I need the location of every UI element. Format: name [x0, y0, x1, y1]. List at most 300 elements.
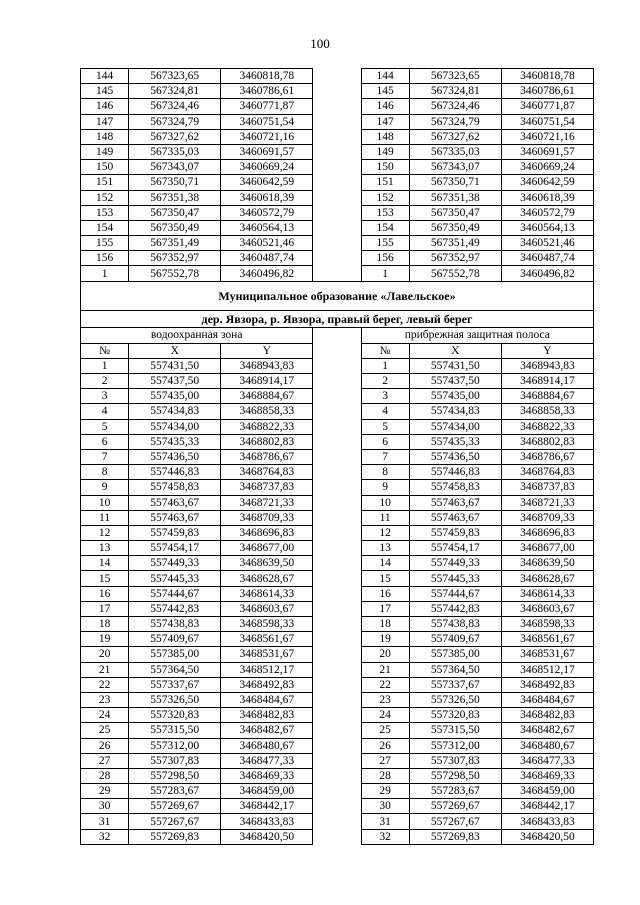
table-row: [81, 556, 594, 571]
table-row: [81, 768, 594, 783]
right-cell-number: 15: [361, 571, 409, 586]
table-gap: [313, 510, 361, 525]
left-cell-y: 3468477,33: [221, 753, 313, 768]
table-row: [81, 723, 594, 738]
left-cell-x: 557307,83: [129, 753, 221, 768]
left-cell-y: 3468459,00: [221, 784, 313, 799]
table-row: [81, 236, 594, 251]
left-cell-number: 12: [81, 525, 129, 540]
left-cell-number: 1: [81, 266, 129, 281]
table-gap: [313, 525, 361, 540]
table-gap: [313, 556, 361, 571]
right-cell-x: 557459,83: [409, 525, 501, 540]
right-cell-x: 557458,83: [409, 480, 501, 495]
left-cell-x: 557434,83: [129, 404, 221, 419]
right-cell-y: 3460496,82: [501, 266, 593, 281]
right-cell-number: 7: [361, 449, 409, 464]
left-cell-number: 27: [81, 753, 129, 768]
right-cell-number: 10: [361, 495, 409, 510]
left-cell-x: 567335,03: [129, 144, 221, 159]
right-cell-number: 19: [361, 632, 409, 647]
table-gap: [313, 586, 361, 601]
left-cell-x: 557436,50: [129, 449, 221, 464]
left-cell-x: 567350,49: [129, 220, 221, 235]
right-cell-number: 24: [361, 708, 409, 723]
left-cell-number: 21: [81, 662, 129, 677]
table-row: [81, 799, 594, 814]
right-cell-y: 3468802,83: [501, 434, 593, 449]
left-cell-y: 3468737,83: [221, 480, 313, 495]
left-cell-y: 3468884,67: [221, 389, 313, 404]
right-cell-x: 557320,83: [409, 708, 501, 723]
left-cell-number: 147: [81, 114, 129, 129]
right-cell-x: 557364,50: [409, 662, 501, 677]
right-cell-y: 3468482,83: [501, 708, 593, 723]
left-cell-number: 156: [81, 251, 129, 266]
table-row: [81, 251, 594, 266]
table-gap: [313, 799, 361, 814]
table-row: [81, 495, 594, 510]
table-row: [81, 662, 594, 677]
left-cell-x: 557315,50: [129, 723, 221, 738]
right-cell-y: 3460786,61: [501, 84, 593, 99]
table-row: [81, 617, 594, 632]
right-cell-number: 152: [361, 190, 409, 205]
table-gap: [313, 114, 361, 129]
right-cell-x: 557434,83: [409, 404, 501, 419]
right-cell-y: 3460642,59: [501, 175, 593, 190]
left-cell-number: 28: [81, 768, 129, 783]
right-cell-number: 21: [361, 662, 409, 677]
left-cell-x: 557326,50: [129, 692, 221, 707]
right-cell-x: 557449,33: [409, 556, 501, 571]
right-cell-y: 3468512,17: [501, 662, 593, 677]
right-cell-number: 20: [361, 647, 409, 662]
table-row: [81, 358, 594, 373]
left-cell-number: 155: [81, 236, 129, 251]
right-cell-y: 3468614,33: [501, 586, 593, 601]
table-row: [81, 586, 594, 601]
right-cell-number: 28: [361, 768, 409, 783]
left-cell-y: 3468598,33: [221, 617, 313, 632]
right-cell-x: 557269,67: [409, 799, 501, 814]
table-row: [81, 69, 594, 84]
right-cell-x: 557409,67: [409, 632, 501, 647]
right-cell-y: 3468764,83: [501, 465, 593, 480]
table-row: [81, 677, 594, 692]
right-cell-x: 567350,47: [409, 205, 501, 220]
left-cell-x: 557385,00: [129, 647, 221, 662]
left-cell-x: 567343,07: [129, 160, 221, 175]
left-cell-number: 15: [81, 571, 129, 586]
table-gap: [313, 632, 361, 647]
right-cell-y: 3468677,00: [501, 541, 593, 556]
left-cell-x: 557444,67: [129, 586, 221, 601]
table-gap: [313, 601, 361, 616]
right-cell-y: 3468469,33: [501, 768, 593, 783]
left-cell-y: 3468709,33: [221, 510, 313, 525]
left-cell-y: 3468628,67: [221, 571, 313, 586]
right-cell-x: 567324,79: [409, 114, 501, 129]
table-gap: [313, 205, 361, 220]
left-cell-y: 3468943,83: [221, 358, 313, 373]
right-cell-y: 3460564,13: [501, 220, 593, 235]
left-cell-number: 10: [81, 495, 129, 510]
table-gap: [313, 220, 361, 235]
right-cell-x: 557267,67: [409, 814, 501, 829]
table-row: [81, 814, 594, 829]
right-cell-x: 557446,83: [409, 465, 501, 480]
left-cell-x: 557409,67: [129, 632, 221, 647]
left-cell-number: 145: [81, 84, 129, 99]
left-cell-x: 557446,83: [129, 465, 221, 480]
left-cell-number: 23: [81, 692, 129, 707]
table-row: [81, 708, 594, 723]
right-cell-number: 1: [361, 266, 409, 281]
left-cell-number: 26: [81, 738, 129, 753]
right-cell-x: 557312,00: [409, 738, 501, 753]
right-header-number: №: [361, 343, 409, 358]
left-cell-y: 3460521,46: [221, 236, 313, 251]
left-cell-x: 557312,00: [129, 738, 221, 753]
left-cell-number: 11: [81, 510, 129, 525]
left-cell-x: 567552,78: [129, 266, 221, 281]
left-cell-x: 557431,50: [129, 358, 221, 373]
left-cell-x: 557298,50: [129, 768, 221, 783]
right-cell-number: 150: [361, 160, 409, 175]
right-cell-x: 567352,97: [409, 251, 501, 266]
right-cell-number: 14: [361, 556, 409, 571]
left-cell-y: 3460771,87: [221, 99, 313, 114]
right-cell-number: 11: [361, 510, 409, 525]
left-cell-x: 567350,47: [129, 205, 221, 220]
left-header-x: X: [129, 343, 221, 358]
left-cell-x: 567350,71: [129, 175, 221, 190]
right-cell-x: 557437,50: [409, 374, 501, 389]
right-cell-y: 3468531,67: [501, 647, 593, 662]
column-header-row: [81, 343, 594, 358]
left-cell-number: 1: [81, 358, 129, 373]
right-cell-y: 3460487,74: [501, 251, 593, 266]
left-cell-y: 3460751,54: [221, 114, 313, 129]
left-cell-x: 557442,83: [129, 601, 221, 616]
right-cell-y: 3468459,00: [501, 784, 593, 799]
left-cell-x: 557283,67: [129, 784, 221, 799]
right-cell-x: 557307,83: [409, 753, 501, 768]
left-cell-x: 557449,33: [129, 556, 221, 571]
right-cell-number: 2: [361, 374, 409, 389]
table-row: [81, 510, 594, 525]
left-cell-y: 3468822,33: [221, 419, 313, 434]
left-cell-x: 557458,83: [129, 480, 221, 495]
left-cell-number: 30: [81, 799, 129, 814]
table-gap: [313, 266, 361, 281]
right-cell-number: 22: [361, 677, 409, 692]
right-cell-y: 3468737,83: [501, 480, 593, 495]
table-gap: [313, 99, 361, 114]
left-cell-x: 557364,50: [129, 662, 221, 677]
left-cell-y: 3468721,33: [221, 495, 313, 510]
right-cell-number: 8: [361, 465, 409, 480]
right-cell-number: 9: [361, 480, 409, 495]
left-cell-x: 557438,83: [129, 617, 221, 632]
right-cell-y: 3468492,83: [501, 677, 593, 692]
left-cell-y: 3468677,00: [221, 541, 313, 556]
left-cell-number: 3: [81, 389, 129, 404]
right-cell-number: 30: [361, 799, 409, 814]
table-gap: [313, 175, 361, 190]
right-cell-y: 3468480,67: [501, 738, 593, 753]
section-header: [81, 281, 594, 358]
right-cell-number: 151: [361, 175, 409, 190]
right-cell-number: 18: [361, 617, 409, 632]
right-cell-y: 3460669,24: [501, 160, 593, 175]
right-cell-y: 3460818,78: [501, 69, 593, 84]
left-cell-number: 17: [81, 601, 129, 616]
table-gap: [313, 571, 361, 586]
left-cell-x: 567323,65: [129, 69, 221, 84]
right-cell-x: 557315,50: [409, 723, 501, 738]
right-cell-y: 3468420,50: [501, 829, 593, 844]
subsection-row: [81, 310, 594, 327]
left-cell-number: 14: [81, 556, 129, 571]
right-cell-y: 3468477,33: [501, 753, 593, 768]
right-cell-y: 3468884,67: [501, 389, 593, 404]
right-cell-y: 3460618,39: [501, 190, 593, 205]
right-cell-y: 3460721,16: [501, 129, 593, 144]
table-row: [81, 601, 594, 616]
right-cell-number: 29: [361, 784, 409, 799]
right-cell-y: 3468786,67: [501, 449, 593, 464]
left-cell-x: 567352,97: [129, 251, 221, 266]
right-cell-x: 557283,67: [409, 784, 501, 799]
right-cell-y: 3460771,87: [501, 99, 593, 114]
left-cell-y: 3460721,16: [221, 129, 313, 144]
table-gap: [313, 404, 361, 419]
left-cell-x: 567351,49: [129, 236, 221, 251]
left-cell-x: 567327,62: [129, 129, 221, 144]
right-cell-x: 567324,81: [409, 84, 501, 99]
right-cell-x: 567324,46: [409, 99, 501, 114]
right-cell-number: 1: [361, 358, 409, 373]
table-gap: [313, 358, 361, 373]
right-cell-number: 5: [361, 419, 409, 434]
right-cell-y: 3468914,17: [501, 374, 593, 389]
left-cell-y: 3460786,61: [221, 84, 313, 99]
left-cell-y: 3468614,33: [221, 586, 313, 601]
right-cell-x: 567327,62: [409, 129, 501, 144]
table-row: [81, 129, 594, 144]
right-cell-number: 3: [361, 389, 409, 404]
left-cell-y: 3460669,24: [221, 160, 313, 175]
left-cell-x: 557269,83: [129, 829, 221, 844]
right-cell-number: 25: [361, 723, 409, 738]
left-cell-y: 3468433,83: [221, 814, 313, 829]
right-cell-x: 557444,67: [409, 586, 501, 601]
left-cell-number: 149: [81, 144, 129, 159]
table-gap: [313, 69, 361, 84]
left-cell-y: 3468480,67: [221, 738, 313, 753]
right-cell-x: 557434,00: [409, 419, 501, 434]
table-gap: [313, 784, 361, 799]
right-cell-y: 3468721,33: [501, 495, 593, 510]
right-cell-number: 153: [361, 205, 409, 220]
left-cell-number: 18: [81, 617, 129, 632]
right-cell-number: 145: [361, 84, 409, 99]
table-row: [81, 738, 594, 753]
left-cell-number: 7: [81, 449, 129, 464]
left-cell-y: 3468482,67: [221, 723, 313, 738]
right-cell-number: 13: [361, 541, 409, 556]
right-cell-y: 3468433,83: [501, 814, 593, 829]
right-cell-y: 3460751,54: [501, 114, 593, 129]
right-cell-x: 557431,50: [409, 358, 501, 373]
left-cell-number: 19: [81, 632, 129, 647]
table-gap: [313, 190, 361, 205]
left-cell-x: 557320,83: [129, 708, 221, 723]
table-row: [81, 632, 594, 647]
page-number: 100: [310, 36, 330, 51]
table-gap: [313, 84, 361, 99]
left-cell-number: 31: [81, 814, 129, 829]
left-cell-x: 557463,67: [129, 495, 221, 510]
table-row: [81, 692, 594, 707]
left-cell-y: 3468603,67: [221, 601, 313, 616]
right-header-x: X: [409, 343, 501, 358]
left-cell-x: 557337,67: [129, 677, 221, 692]
left-cell-x: 567324,81: [129, 84, 221, 99]
right-cell-x: 557438,83: [409, 617, 501, 632]
left-cell-number: 16: [81, 586, 129, 601]
table-row: [81, 266, 594, 281]
right-cell-y: 3468442,17: [501, 799, 593, 814]
left-cell-y: 3468914,17: [221, 374, 313, 389]
table-row: [81, 419, 594, 434]
right-cell-number: 148: [361, 129, 409, 144]
right-cell-y: 3468628,67: [501, 571, 593, 586]
table-gap: [313, 617, 361, 632]
right-cell-number: 144: [361, 69, 409, 84]
table-gap: [313, 692, 361, 707]
left-header-y: Y: [221, 343, 313, 358]
right-zone-title: прибрежная защитная полоса: [361, 327, 593, 343]
left-cell-x: 557463,67: [129, 510, 221, 525]
right-cell-x: 557298,50: [409, 768, 501, 783]
table-row: [81, 175, 594, 190]
bottom-coordinates-body: [81, 358, 594, 844]
left-cell-number: 2: [81, 374, 129, 389]
left-cell-number: 29: [81, 784, 129, 799]
table-row: [81, 434, 594, 449]
left-cell-x: 557454,17: [129, 541, 221, 556]
table-row: [81, 647, 594, 662]
left-cell-y: 3468696,83: [221, 525, 313, 540]
left-cell-number: 8: [81, 465, 129, 480]
table-gap: [313, 647, 361, 662]
right-cell-x: 557463,67: [409, 510, 501, 525]
left-cell-number: 151: [81, 175, 129, 190]
right-cell-y: 3468639,50: [501, 556, 593, 571]
left-cell-number: 5: [81, 419, 129, 434]
left-cell-number: 6: [81, 434, 129, 449]
table-gap: [313, 677, 361, 692]
left-cell-y: 3460691,57: [221, 144, 313, 159]
table-gap: [313, 160, 361, 175]
table-gap: [313, 662, 361, 677]
table-gap: [313, 449, 361, 464]
left-cell-number: 148: [81, 129, 129, 144]
left-cell-y: 3468786,67: [221, 449, 313, 464]
coordinates-table: [80, 68, 594, 845]
right-cell-y: 3468598,33: [501, 617, 593, 632]
right-cell-number: 156: [361, 251, 409, 266]
left-cell-number: 154: [81, 220, 129, 235]
right-cell-number: 4: [361, 404, 409, 419]
right-cell-y: 3460521,46: [501, 236, 593, 251]
left-cell-y: 3468442,17: [221, 799, 313, 814]
left-cell-y: 3468639,50: [221, 556, 313, 571]
left-cell-number: 4: [81, 404, 129, 419]
table-gap: [313, 144, 361, 159]
right-cell-x: 567323,65: [409, 69, 501, 84]
table-row: [81, 571, 594, 586]
left-cell-number: 146: [81, 99, 129, 114]
table-gap: [313, 768, 361, 783]
table-row: [81, 99, 594, 114]
left-cell-number: 22: [81, 677, 129, 692]
left-cell-y: 3460487,74: [221, 251, 313, 266]
left-cell-y: 3468764,83: [221, 465, 313, 480]
right-cell-number: 23: [361, 692, 409, 707]
left-cell-number: 13: [81, 541, 129, 556]
table-row: [81, 114, 594, 129]
left-cell-x: 557269,67: [129, 799, 221, 814]
right-cell-y: 3468943,83: [501, 358, 593, 373]
right-cell-x: 557435,33: [409, 434, 501, 449]
right-cell-x: 567350,49: [409, 220, 501, 235]
left-cell-x: 557434,00: [129, 419, 221, 434]
right-cell-x: 567343,07: [409, 160, 501, 175]
right-cell-x: 567552,78: [409, 266, 501, 281]
table-row: [81, 541, 594, 556]
right-cell-number: 16: [361, 586, 409, 601]
right-cell-x: 557269,83: [409, 829, 501, 844]
table-gap: [313, 738, 361, 753]
table-gap: [313, 465, 361, 480]
left-cell-y: 3460818,78: [221, 69, 313, 84]
table-row: [81, 374, 594, 389]
left-header-number: №: [81, 343, 129, 358]
right-cell-number: 12: [361, 525, 409, 540]
left-zone-title: водоохранная зона: [81, 327, 313, 343]
section-title: Муниципальное образование «Лавельское»: [81, 281, 594, 310]
left-cell-number: 32: [81, 829, 129, 844]
right-cell-number: 26: [361, 738, 409, 753]
right-cell-y: 3468696,83: [501, 525, 593, 540]
right-cell-y: 3468822,33: [501, 419, 593, 434]
right-cell-x: 557442,83: [409, 601, 501, 616]
right-cell-number: 17: [361, 601, 409, 616]
left-cell-y: 3460572,79: [221, 205, 313, 220]
subsection-title: дер. Явзора, р. Явзора, правый берег, левый берег: [81, 310, 594, 327]
right-cell-x: 567335,03: [409, 144, 501, 159]
table-row: [81, 190, 594, 205]
table-row: [81, 525, 594, 540]
table-row: [81, 205, 594, 220]
table-row: [81, 449, 594, 464]
table-gap: [313, 434, 361, 449]
table-row: [81, 160, 594, 175]
